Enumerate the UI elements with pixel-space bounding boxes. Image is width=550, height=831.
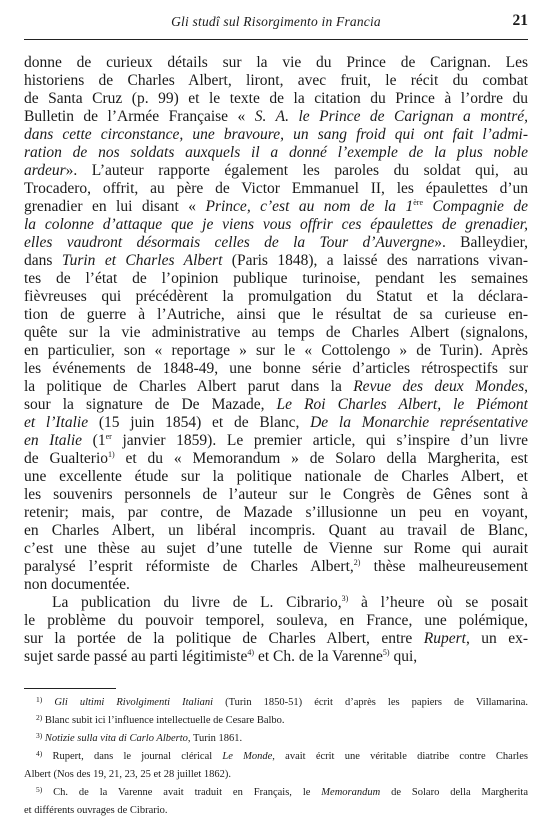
text-line [24,360,528,378]
footnote-line [24,748,528,766]
superscript: 5) [382,648,390,657]
footnote-line [24,694,528,712]
text-line [24,126,528,144]
text-run: en Charles Albert, un libéral incompris. Quant au travail de Blanc, [24,522,528,539]
text-line [24,486,528,504]
footnote-rule [24,688,116,689]
text-run: grenadier en lui disant « [24,198,206,215]
header-rule [24,39,528,40]
text-run: et du « Memorandum » de Solaro della Margherita, est [114,450,528,467]
superscript: 2) [36,713,43,722]
text-run: ». Balleydier, [434,234,528,251]
text-run: Ch. de la Varenne avait traduit en Français, le [42,787,322,798]
text-line [24,558,528,576]
text-run: le problème du pouvoir temporel, souleva, en France, une polémique, [24,612,528,629]
text-run: (Paris 1848), a laissé des narrations vivan- [222,252,528,269]
text-run: et l’Italie [24,414,89,431]
text-run: , Turin 1861. [187,733,243,744]
text-run: Rupert [423,630,466,647]
text-run: (1 [82,432,106,449]
text-run: Blanc subit ici l’influence intellectuelle de Cesare Balbo. [42,715,285,726]
superscript: 4) [247,648,255,657]
text-line [24,288,528,306]
text-run: Rupert, dans le journal clérical [42,751,223,762]
text-run: tion de guerre à l’Autriche, ainsi que le résultat de sa curieuse en- [24,306,528,323]
text-run: , un ex- [465,630,528,647]
text-run: historiens de Charles Albert, liront, avec fruit, le récit du combat [24,72,528,89]
text-run: donne de curieux détails sur la vie du Prince de Carignan. Les [24,54,528,71]
text-line [24,630,528,648]
text-line [24,432,528,450]
text-line [24,540,528,558]
text-run: ardeur [24,162,66,179]
text-line [24,342,528,360]
text-run: ration de nos soldats auxquels il a donné l’exemple de la plus noble [24,144,528,161]
text-run: , avait écrit une véritable diatribe contre Charles [272,751,528,762]
text-line [24,162,528,180]
text-run: une excellente étude sur la politique nationale de Charles Albert, et [24,468,528,485]
text-run: janvier 1859). Le premier article, qui s’inspire d’un livre [111,432,528,449]
superscript: 3) [341,594,349,603]
text-line [24,468,528,486]
text-run: les événements de 1848-49, une bonne série d’articles rétrospectifs sur [24,360,528,377]
text-line [24,306,528,324]
text-run: sujet sarde passé au parti légitimiste [24,648,248,665]
text-run: Albert (Nos des 19, 21, 23, 25 et 28 juillet 1862). [24,769,232,780]
text-run: et différents ouvrages de Cibrario. [24,805,168,816]
text-run: De la Monarchie représentative [310,414,528,431]
text-line [24,612,528,630]
text-run: Bulletin de l’Armée Française « [24,108,255,125]
footnote-line [24,802,528,820]
footnote-line [24,730,528,748]
text-line [24,108,528,126]
footnote-line [24,784,528,802]
text-line [24,144,528,162]
text-line [24,270,528,288]
superscript: 1) [108,450,115,459]
text-run: (15 juin 1854) et de Blanc, [88,414,311,431]
text-line [24,576,528,594]
text-run: Compagnie de [423,198,528,215]
text-line [24,378,528,396]
text-run: elles vaudront désormais celles de la Tour d’Auvergne [24,234,435,251]
text-run: Le Monde [222,751,273,762]
text-run: fièvreuses qui précédèrent la promulgation du Statut et la déclara- [24,288,528,305]
text-line [24,648,528,666]
superscript: er [105,432,112,441]
text-line [24,450,528,468]
superscript: 4) [36,749,43,758]
text-run: sur la portée de la politique de Charles Albert, entre [24,630,424,647]
text-run: (Turin 1850-51) écrit d’après les papiers de Villamarina. [213,697,528,708]
footnotes [24,694,528,820]
text-line [24,180,528,198]
text-run: à l’heure où se posait [348,594,528,611]
text-run: quête sur la vie administrative au temps de Charles Albert (signalons, [24,324,528,341]
text-run: et Ch. de la Varenne [254,648,383,665]
text-run: sour la signature de De Mazade, [24,396,277,413]
text-run: la colonne d’attaque que je viens vous offrir ces épaulettes de grenadier, [24,216,528,233]
text-run: de Solaro della Margherita [380,787,528,798]
text-run: en particulier, son « reportage » sur le « Cottolengo » de Turin). Après [24,342,528,359]
text-run: tes de l’état de l’opinion publique turinoise, pendant les semaines [24,270,528,287]
text-line [24,522,528,540]
text-line [24,198,528,216]
footnote-line [24,712,528,730]
text-run: Trocadero, offrit, au père de Victor Emmanuel II, les épaulettes d’un [24,180,528,197]
text-line [24,324,528,342]
text-run: en Italie [24,432,83,449]
text-line [24,504,528,522]
text-run: Le Roi Charles Albert, le Piémont [276,396,528,413]
superscript: 3) [36,731,43,740]
text-line [24,72,528,90]
text-line [24,54,528,72]
superscript: 2) [353,558,361,567]
text-run: qui, [389,648,418,665]
text-run: Prince, c’est au nom de la 1 [205,198,414,215]
text-line [24,216,528,234]
text-run: ». L’auteur rapporte également les paroles du soldat qui, au [65,162,528,179]
running-title: Gli studî sul Risorgimento in Francia [171,14,381,29]
text-run: Gli ultimi Rivolgimenti Italiani [54,697,214,708]
text-run: c’est une thèse au sujet d’une tutelle de Vienne sur Rome qui aurait [24,540,528,557]
text-line [24,594,528,612]
text-run: non documentée. [24,576,130,593]
text-run: paralysé l’esprit réformiste de Charles Albert, [24,558,354,575]
text-line [24,396,528,414]
text-run: dans cette circonstance, une bravoure, un sang froid qui ont fait l’admi- [24,126,528,143]
text-run: Memorandum [321,787,381,798]
text-line [24,414,528,432]
superscript: ère [413,198,423,207]
footnote-line [24,766,528,784]
page-header [24,14,528,34]
text-run: la politique de Charles Albert parut dans la [24,378,354,395]
superscript: 5) [36,785,43,794]
text-run: S. A. le Prince de Carignan a montré, [254,108,528,125]
text-run [42,697,54,708]
body-text [24,54,528,666]
text-line [24,90,528,108]
text-run: Notizie sulla vita di Carlo Alberto [44,733,188,744]
text-run: La publication du livre de L. Cibrario, [52,594,342,611]
text-run: dans [24,252,62,269]
superscript: 1) [36,695,43,704]
text-run: Revue des deux Mondes [353,378,525,395]
text-run: , [524,378,528,395]
text-run: retenir; mais, par contre, de Mazade s’illusionne un peu en voyant, [24,504,528,521]
text-line [24,252,528,270]
text-run: de Santa Cruz (p. 99) et le texte de la citation du Prince à l’ordre du [24,90,528,107]
text-run: de Gualterio [24,450,109,467]
text-run: thèse malheureusement [360,558,528,575]
text-run: Turin et Charles Albert [61,252,223,269]
text-run: les souvenirs personnels de l’auteur sur le Congrès de Gênes sont à [24,486,528,503]
page-number: 21 [512,12,528,29]
text-line [24,234,528,252]
